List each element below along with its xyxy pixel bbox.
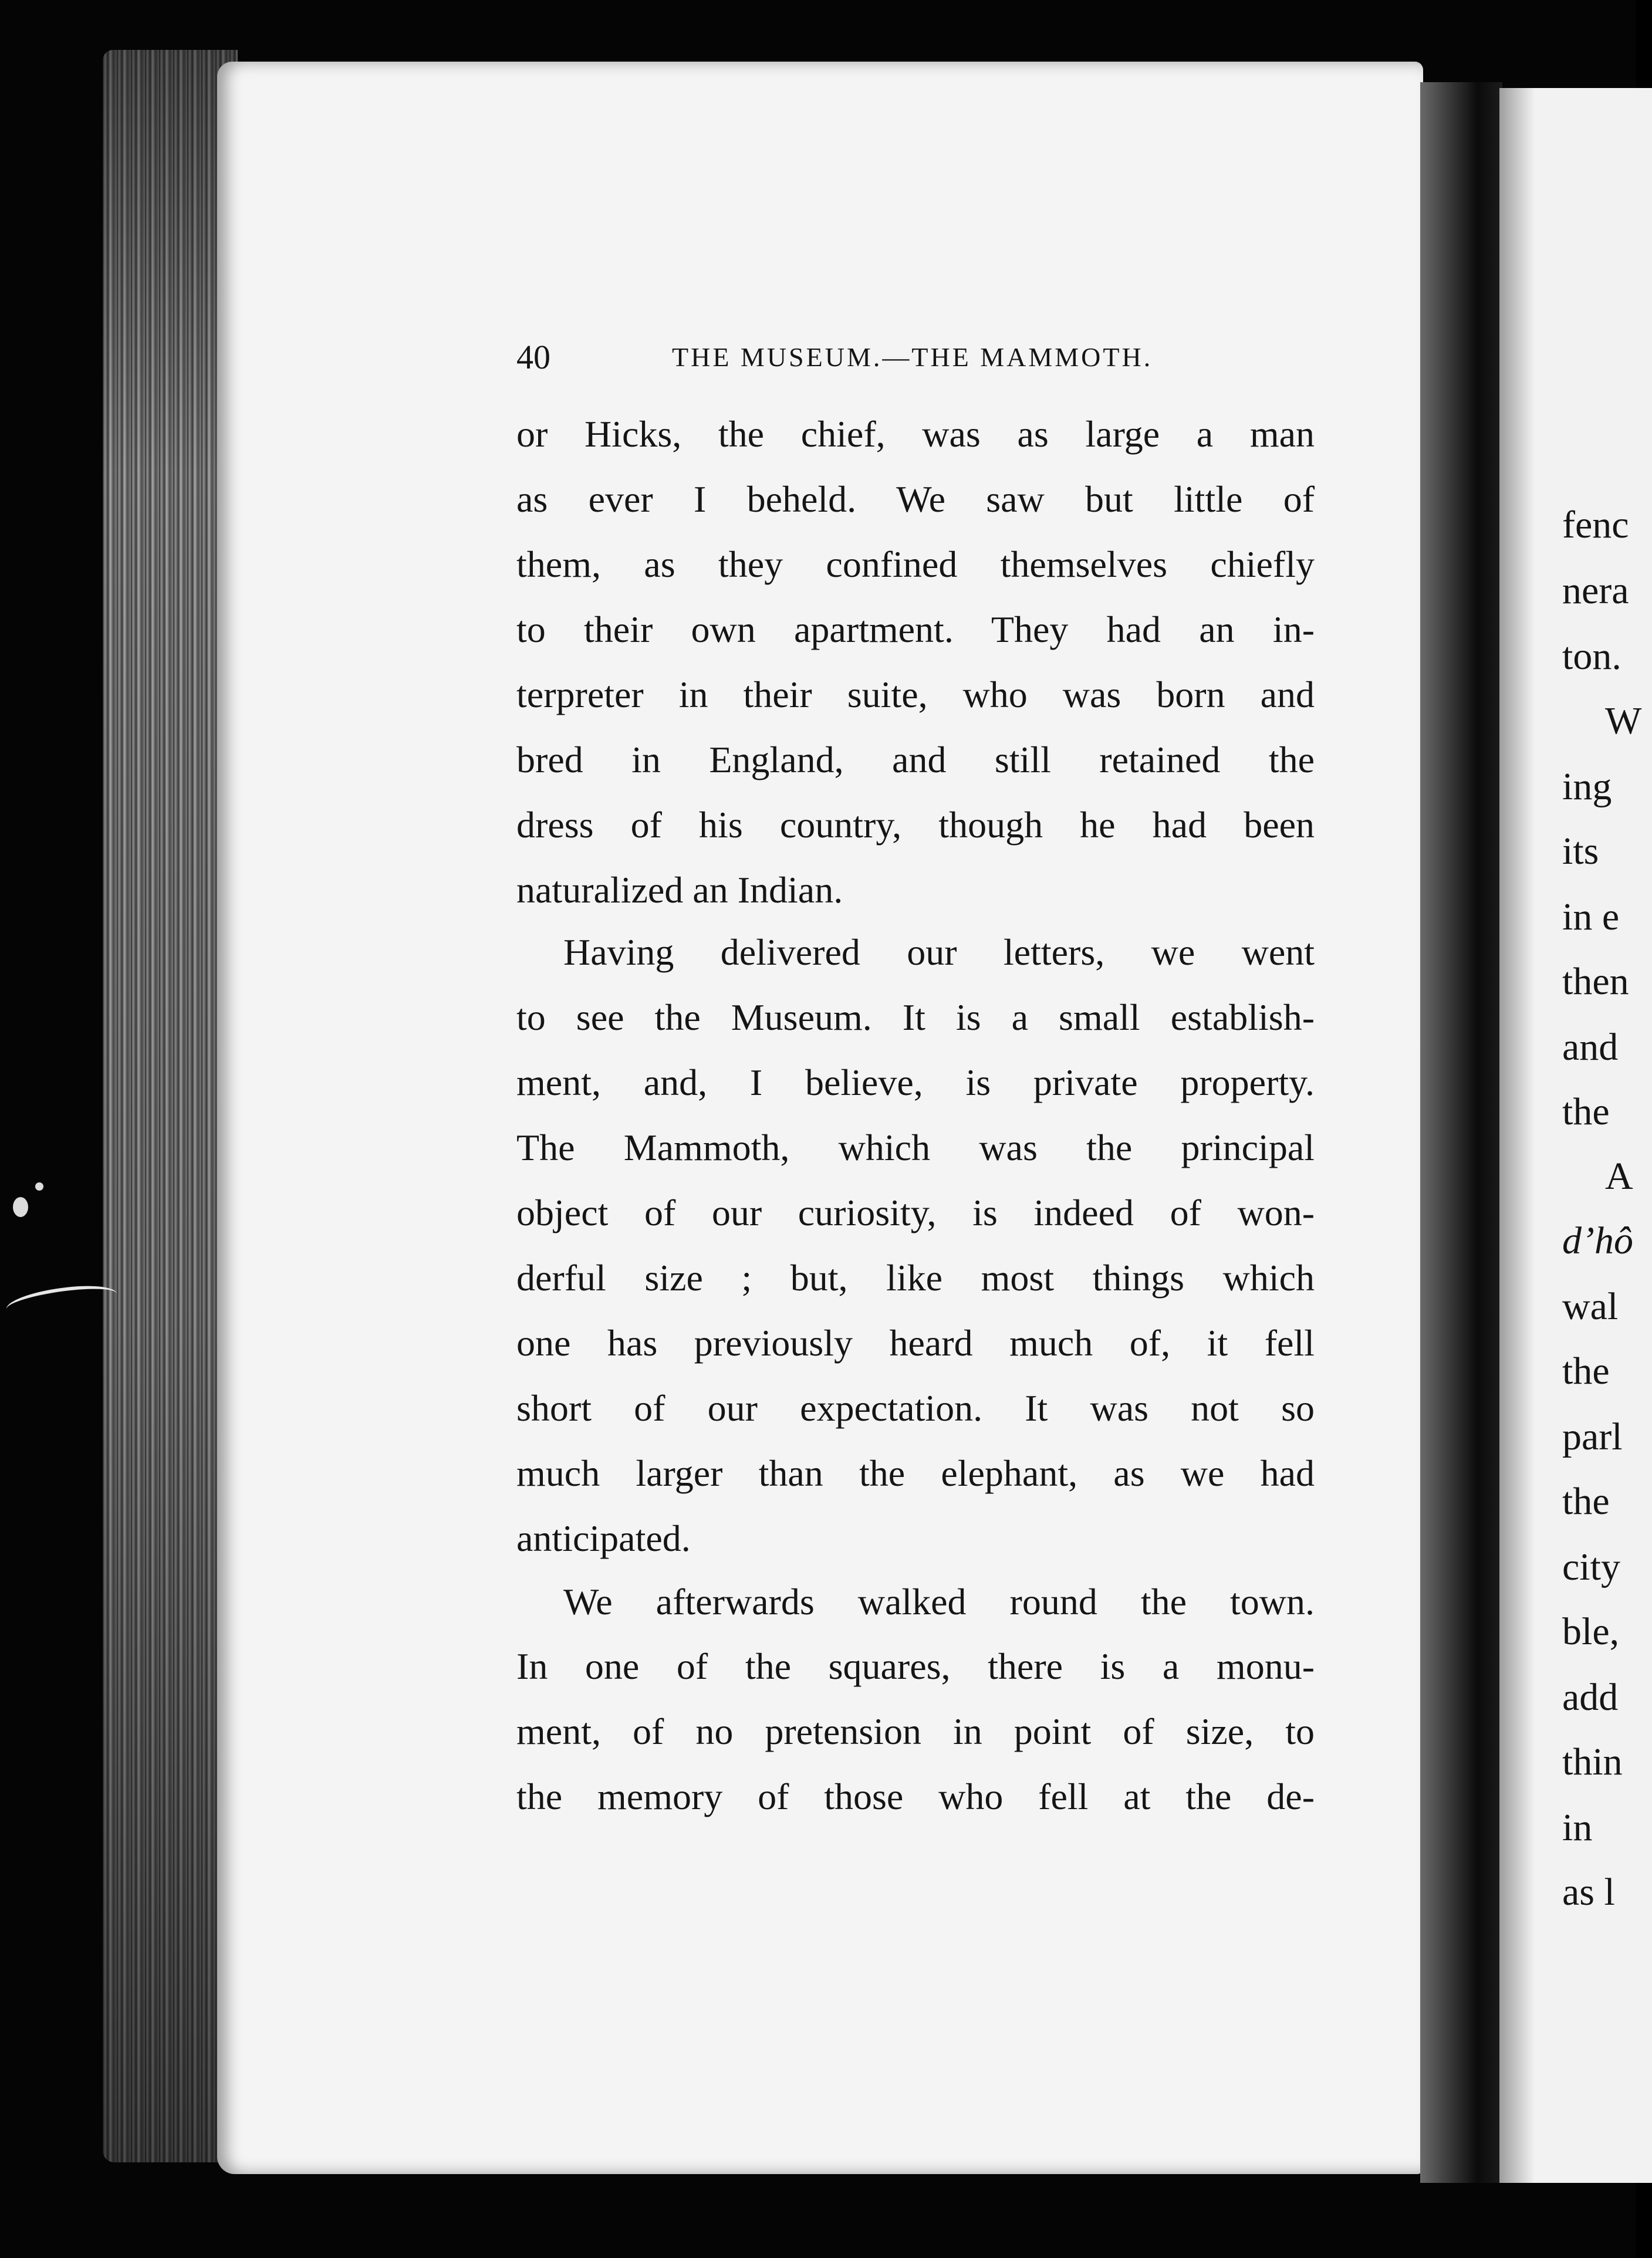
text-line: Having delivered our letters, we went — [563, 931, 1315, 973]
facing-line: ble, — [1562, 1610, 1620, 1653]
text-line: one has previously heard much of, it fell — [516, 1322, 1315, 1364]
facing-line: city — [1562, 1546, 1620, 1588]
left-page — [217, 62, 1423, 2174]
facing-line: add — [1562, 1676, 1619, 1719]
facing-line: in e — [1562, 895, 1620, 938]
facing-line: parl — [1562, 1415, 1623, 1458]
facing-line: its — [1562, 830, 1599, 873]
page-gutter — [1420, 82, 1502, 2183]
running-head: THE MUSEUM.—THE MAMMOTH. — [672, 342, 1153, 372]
text-line: bred in England, and still retained the — [516, 739, 1315, 780]
text-line: derful size ; but, like most things which — [516, 1257, 1315, 1299]
text-line: as ever I beheld. We saw but little of — [516, 478, 1315, 520]
paper-speck — [35, 1182, 43, 1191]
facing-line: the — [1562, 1350, 1610, 1392]
text-line: dress of his country, though he had been — [516, 804, 1315, 846]
facing-line: thin — [1562, 1740, 1623, 1783]
facing-line: ton. — [1562, 635, 1621, 678]
text-line: the memory of those who fell at the de- — [516, 1776, 1315, 1817]
facing-line: ing — [1562, 765, 1612, 808]
paper-tear-mark — [5, 1280, 119, 1323]
facing-line: wal — [1562, 1285, 1619, 1328]
text-line: anticipated. — [516, 1517, 691, 1559]
text-line: much larger than the elephant, as we had — [516, 1452, 1315, 1494]
facing-page — [1499, 88, 1652, 2183]
text-line: In one of the squares, there is a monu- — [516, 1645, 1315, 1687]
page-number: 40 — [516, 338, 550, 376]
text-line: naturalized an Indian. — [516, 869, 843, 911]
text-line: The Mammoth, which was the principal — [516, 1127, 1315, 1168]
facing-line: nera — [1562, 569, 1629, 612]
text-line: ment, of no pretension in point of size, to — [516, 1711, 1315, 1752]
facing-line: fenc — [1562, 503, 1629, 546]
paper-speck — [13, 1197, 28, 1217]
facing-line: d’hô — [1562, 1219, 1633, 1262]
text-line: terpreter in their suite, who was born and — [516, 674, 1315, 715]
facing-line: the — [1562, 1090, 1610, 1133]
text-line: to their own apartment. They had an in- — [516, 609, 1315, 650]
text-line: short of our expectation. It was not so — [516, 1387, 1315, 1429]
facing-line: and — [1562, 1026, 1619, 1069]
facing-line: as l — [1562, 1871, 1615, 1914]
facing-line: in — [1562, 1806, 1593, 1849]
facing-line: A — [1605, 1155, 1633, 1198]
text-line: them, as they confined themselves chiefly — [516, 543, 1315, 585]
text-line: or Hicks, the chief, was as large a man — [516, 413, 1315, 455]
text-line: We afterwards walked round the town. — [563, 1581, 1315, 1622]
facing-line: the — [1562, 1480, 1610, 1523]
text-line: object of our curiosity, is indeed of won- — [516, 1192, 1315, 1233]
text-line: to see the Museum. It is a small establish- — [516, 996, 1315, 1038]
text-line: ment, and, I believe, is private property. — [516, 1062, 1315, 1103]
facing-page-shadow — [1499, 88, 1535, 2183]
facing-line: W — [1605, 699, 1642, 742]
facing-line: then — [1562, 960, 1629, 1003]
